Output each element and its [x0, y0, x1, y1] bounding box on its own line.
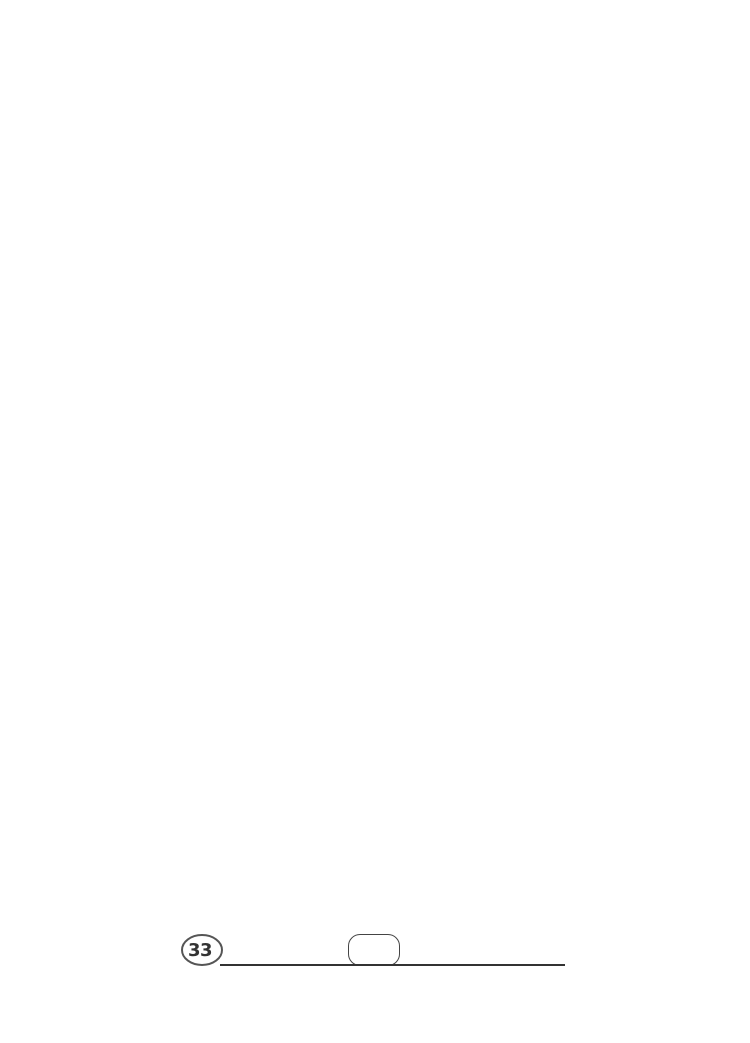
footer-divider: [220, 964, 565, 966]
brand-logo-icon: [180, 928, 224, 968]
svg-text:3: 3: [200, 940, 213, 961]
page-footer: [180, 928, 565, 972]
page-number: [348, 934, 400, 966]
svg-text:3: 3: [188, 940, 201, 961]
